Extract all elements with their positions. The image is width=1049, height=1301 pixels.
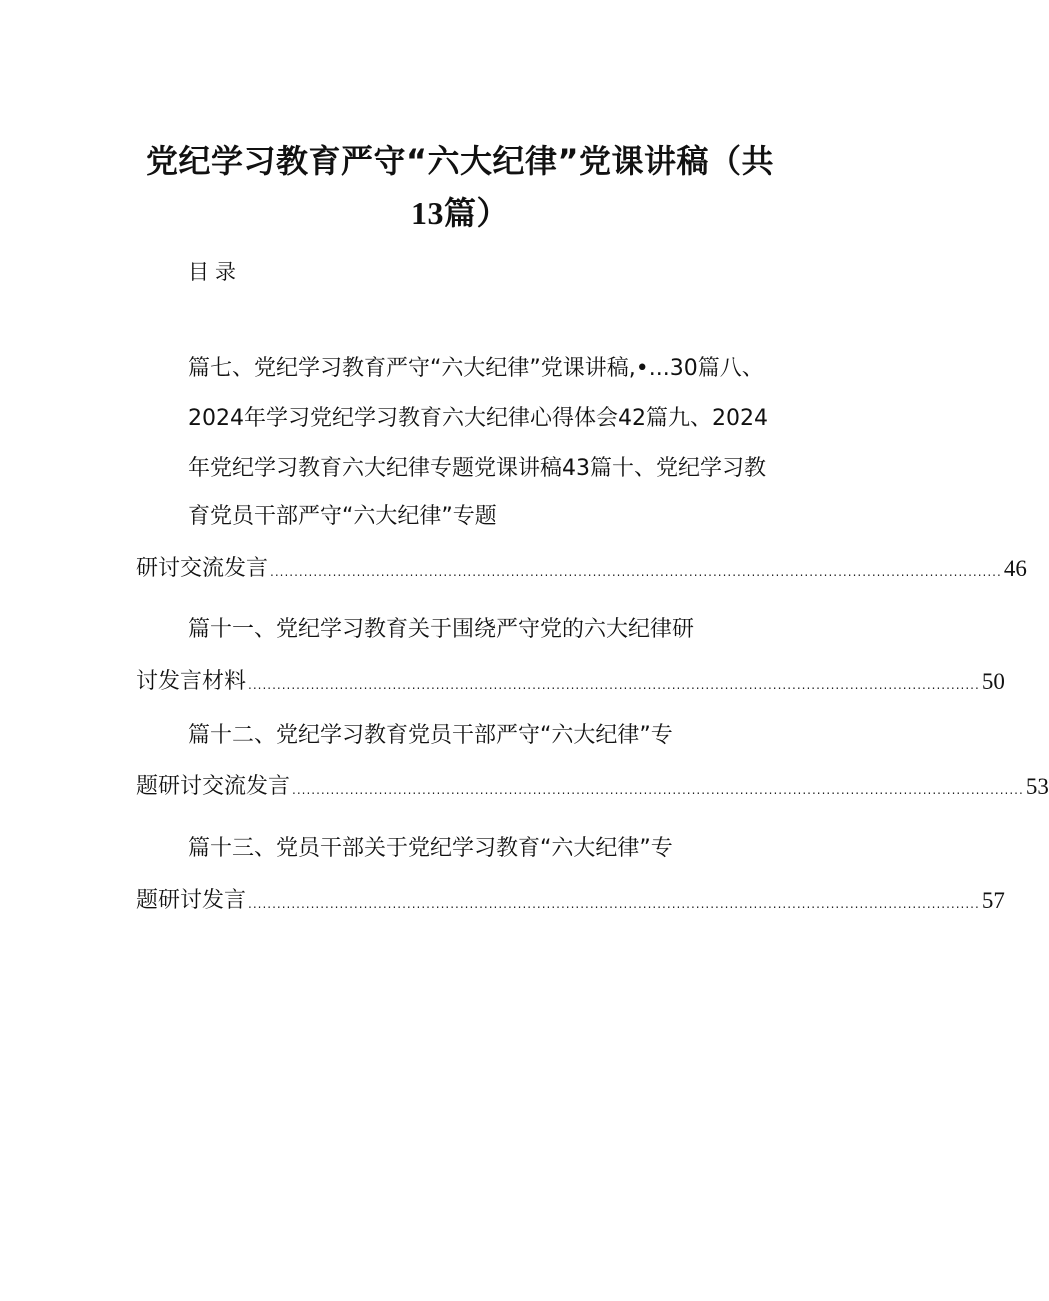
toc-leader-dots: ........................................................................................................................................................ [248,897,980,911]
toc-entry-title: 研讨交流发言 [136,556,269,581]
toc-entry-page: 57 [981,888,1005,913]
toc-entry-title: 题研讨交流发言 [136,774,291,799]
toc-block-line: 年党纪学习教育六大纪律专题党课讲稿43篇十、党纪学习教 [188,456,766,481]
toc-entry[interactable] [136,884,1005,914]
toc-entry-page: 50 [981,669,1005,694]
toc-entry-title: 讨发言材料 [136,669,247,694]
toc-entry-title: 题研讨发言 [136,888,247,913]
toc-leader-dots: ........................................................................................................................................................ [292,783,1024,797]
toc-block-line: 育党员干部严守“六大纪律”专题 [188,504,497,529]
title-suffix: 篇） [443,194,509,232]
toc-entry[interactable] [136,552,1027,582]
toc-entry[interactable] [136,665,1005,695]
document-title-line-1: 党纪学习教育严守“六大纪律”党课讲稿（共 [145,142,775,180]
toc-entry[interactable] [136,770,1049,800]
toc-entry-page: 53 [1025,774,1049,799]
toc-leader-dots: ........................................................................................................................................................ [270,565,1002,579]
toc-leader-dots: ........................................................................................................................................................ [248,678,980,692]
toc-entry-page: 46 [1003,556,1027,581]
toc-entry-lead: 篇十一、党纪学习教育关于围绕严守党的六大纪律研 [188,617,695,642]
title-count: 13 [410,195,444,231]
toc-block-line: 篇七、党纪学习教育严守“六大纪律”党课讲稿,•...30篇八、 [188,356,764,381]
toc-heading: 目录 [188,260,242,284]
document-title-line-2 [0,188,920,234]
toc-entry-lead: 篇十二、党纪学习教育党员干部严守“六大纪律”专 [188,723,673,748]
toc-block-line: 2024年学习党纪学习教育六大纪律心得体会42篇九、2024 [188,406,768,431]
toc-entry-lead: 篇十三、党员干部关于党纪学习教育“六大纪律”专 [188,836,673,861]
